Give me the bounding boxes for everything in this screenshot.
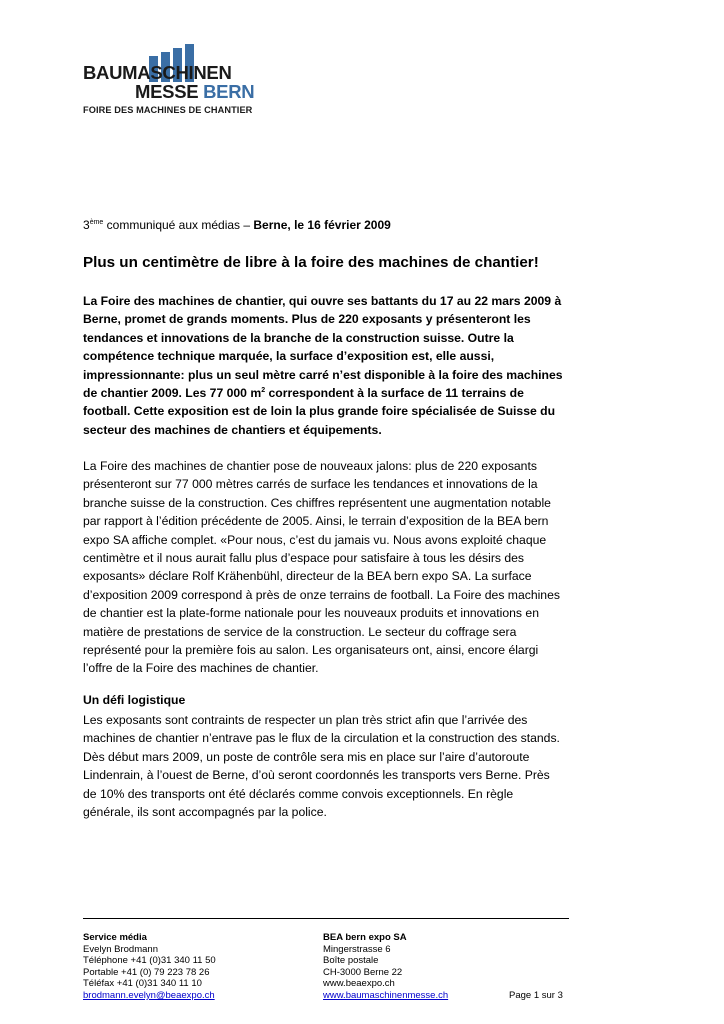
page-number: Page 1 sur 3	[509, 990, 563, 1001]
company-city: CH-3000 Berne 22	[323, 966, 403, 978]
logo-line2: MESSE BERN	[135, 81, 255, 102]
fair-website-link[interactable]: www.baumaschinenmesse.ch	[323, 989, 449, 1001]
company-street: Mingerstrasse 6	[323, 943, 391, 955]
company-name: BEA bern expo SA	[323, 932, 407, 943]
footer-divider	[83, 918, 569, 919]
contact-fax: Téléfax +41 (0)31 340 11 10	[83, 978, 202, 990]
contact-phone: Téléphone +41 (0)31 340 11 50	[83, 955, 216, 967]
release-intro: 3ème communiqué aux médias – Berne, le 16 février 2009	[83, 218, 391, 232]
footer-company	[323, 932, 448, 1002]
section-heading: Un défi logistique	[83, 693, 186, 707]
logo	[83, 42, 288, 118]
lead-paragraph: La Foire des machines de chantier, qui ouvre ses battants du 17 au 22 mars 2009 à Berne, promet de grands moments. Plus de 220 exposants y présenteront les tendances et innovations de la branche de la construction suisse. Outre la compétence technique marquée, la surface d’exposition est, elle aussi, impressionnante: plus un seul mètre carré n’est disponible à la foire des machines de chantier 2009. Les 77 000 $m^2$ correspondent à la surface de 11 terrains de football. Cette exposition est de loin la plus grande foire spécialisée de Suisse du secteur des machines de chantiers et équipements.	[83, 294, 563, 437]
contact-email-link[interactable]: brodmann.evelyn@beaexpo.ch	[83, 989, 215, 1001]
footer-left-title: Service média	[83, 932, 147, 943]
place-date: Berne, le 16 février 2009	[253, 218, 391, 232]
logo-line1: BAUMASCHINEN	[83, 62, 232, 83]
company-website: www.beaexpo.ch	[323, 978, 395, 990]
page-title: Plus un centimètre de libre à la foire des machines de chantier!	[83, 254, 539, 271]
footer-media-contact	[83, 932, 216, 1002]
logo-tagline: FOIRE DES MACHINES DE CHANTIER	[83, 105, 253, 115]
company-box: Boîte postale	[323, 955, 379, 967]
body-paragraph-1: La Foire des machines de chantier pose de nouveaux jalons: plus de 220 exposants présenteront sur 77 000 mètres carrés de surface les tendances et innovations de la branche suisse de la construction. Ces chiffres représentent une augmentation notable par rapport à l’édition précédente de 2005. Ainsi, le terrain d’exposition de la BEA bern expo SA affiche complet. «Pour nous, c’est du jamais vu. Nous avons exploité chaque centimètre et il nous aurait fallu plus d’espace pour satisfaire à tous les désirs des exposants» déclare Rolf Krähenbühl, directeur de la BEA bern expo SA. La surface d’exposition 2009 correspond à près de onze terrains de football. La Foire des machines de chantier est la plate-forme nationale pour les nouveaux produits et innovations en matière de prestations de service de la construction. Le secteur du coffrage sera représenté pour la première fois au salon. Les organisateurs ont, ainsi, encore élargi l’offre de la Foire des machines de chantier.	[83, 459, 560, 676]
body-paragraph-2: Les exposants sont contraints de respecter un plan très strict afin que l’arrivée des machines de chantier n’entrave pas le flux de la circulation et la construction des stands. Dès début mars 2009, un poste de contrôle sera mis en place sur l’aire d’autoroute Lindenrain, à l’ouest de Berne, d’où seront coordonnés les transports vers Berne. Près de 10% des transports ont été déclarés comme convois exceptionnels. En règle générale, ils sont accompagnés par la police.	[83, 713, 560, 820]
contact-mobile: Portable +41 (0) 79 223 78 26	[83, 966, 210, 978]
contact-name: Evelyn Brodmann	[83, 943, 158, 955]
